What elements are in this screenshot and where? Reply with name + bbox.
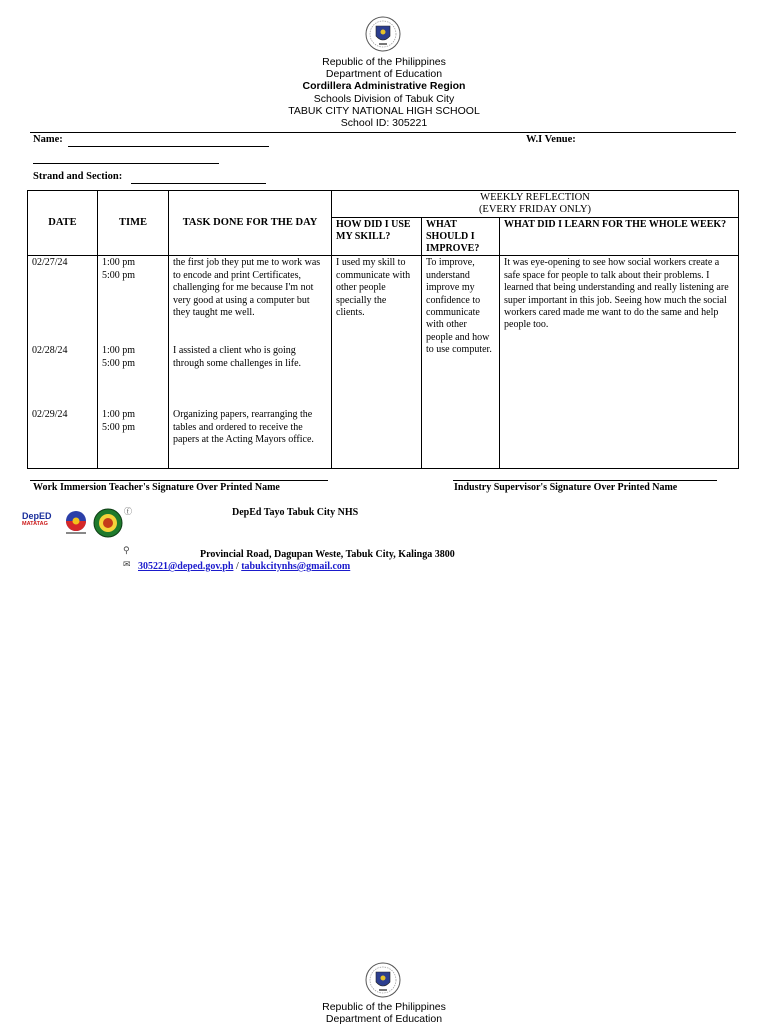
deped-seal-icon — [365, 962, 401, 998]
header-department: Department of Education — [325, 1013, 443, 1025]
header-republic: Republic of the Philippines — [322, 56, 446, 68]
name-continuation-line[interactable] — [33, 151, 219, 164]
row-date: 02/29/24 — [32, 409, 68, 421]
header-region: Cordillera Administrative Region — [302, 80, 466, 93]
facebook-page: DepEd Tayo Tabuk City NHS — [232, 507, 359, 518]
row-time — [102, 257, 168, 282]
bagong-pilipinas-logo-icon — [62, 510, 90, 536]
email-link-deped[interactable]: 305221@deped.gov.ph — [138, 561, 234, 572]
row-task: Organizing papers, rearranging the tables and ordered to receive the papers at the Acting Mayors office. — [173, 409, 314, 446]
row-task: the first job they put me to work was to encode and print Certificates, challenging for me because I'm not very good at using a computer but they taught me well. — [173, 257, 321, 319]
weekly-journal-table — [27, 190, 739, 469]
header-school-name: TABUK CITY NATIONAL HIGH SCHOOL — [288, 104, 480, 117]
time-column — [98, 256, 169, 469]
email-separator: / — [235, 561, 239, 572]
header-division: Schools Division of Tabuk City — [313, 92, 455, 105]
learn-header: WHAT DID I LEARN FOR THE WHOLE WEEK? — [500, 218, 739, 256]
task-column — [169, 256, 332, 469]
name-field-line[interactable] — [68, 134, 269, 147]
email-icon: ✉ — [123, 560, 131, 570]
task-header: TASK DONE FOR THE DAY — [169, 191, 332, 256]
venue-label: W.I Venue: — [526, 134, 576, 145]
row-date: 02/27/24 — [32, 257, 68, 269]
deped-logo — [22, 512, 58, 536]
matatag-text: MATATAG — [22, 521, 48, 527]
deped-seal-icon — [365, 16, 401, 52]
deped-logo-text: DepED — [22, 511, 52, 521]
supervisor-signature-line[interactable] — [453, 470, 717, 481]
name-label: Name: — [33, 134, 63, 145]
time-out: 5:00 pm — [102, 269, 136, 281]
header-block-page2 — [0, 1001, 768, 1025]
weekly-reflection-header — [332, 191, 739, 218]
improve-answer: To improve, understand improve my confidence to communicate with other people and how to use computer. — [422, 256, 500, 469]
header-department: Department of Education — [325, 68, 443, 81]
header-block — [0, 56, 768, 129]
row-task: I assisted a client who is going through some challenges in life. — [173, 345, 302, 369]
row-time — [102, 409, 168, 434]
school-seal-icon — [92, 508, 124, 538]
teacher-signature-line[interactable] — [30, 470, 328, 481]
email-line — [138, 561, 350, 572]
strand-section-field-line[interactable] — [131, 171, 266, 184]
header-school-id: School ID: 305221 — [340, 117, 428, 130]
header-divider — [30, 132, 736, 133]
location-pin-icon: ⚲ — [123, 546, 130, 556]
facebook-icon: ⓕ — [124, 507, 132, 516]
time-in: 1:00 pm — [102, 345, 136, 357]
date-header: DATE — [28, 191, 98, 256]
date-column — [28, 256, 98, 469]
skill-answer: I used my skill to communicate with other people specially the clients. — [332, 256, 422, 469]
teacher-signature-label: Work Immersion Teacher's Signature Over Printed Name — [33, 482, 280, 493]
skill-header: HOW DID I USE MY SKILL? — [332, 218, 422, 256]
row-time — [102, 345, 168, 370]
improve-header: WHAT SHOULD I IMPROVE? — [422, 218, 500, 256]
time-out: 5:00 pm — [102, 421, 136, 433]
school-address: Provincial Road, Dagupan Weste, Tabuk City, Kalinga 3800 — [200, 549, 455, 560]
time-out: 5:00 pm — [102, 357, 136, 369]
time-header: TIME — [98, 191, 169, 256]
time-in: 1:00 pm — [102, 257, 136, 269]
weekly-reflection-title: WEEKLY REFLECTION — [480, 192, 590, 203]
learn-answer: It was eye-opening to see how social workers create a safe space for people to talk about their problems. I learned that being understanding and really listening are super important in this job. Seeing how much the social workers cared made me want to do the same and help people too. — [500, 256, 739, 469]
supervisor-signature-label: Industry Supervisor's Signature Over Printed Name — [454, 482, 678, 493]
email-link-gmail[interactable]: tabukcitynhs@gmail.com — [241, 561, 351, 572]
row-date: 02/28/24 — [32, 345, 68, 357]
strand-section-label: Strand and Section: — [33, 171, 123, 182]
time-in: 1:00 pm — [102, 409, 136, 421]
header-republic: Republic of the Philippines — [322, 1001, 446, 1013]
weekly-reflection-subtitle: (EVERY FRIDAY ONLY) — [478, 204, 592, 215]
